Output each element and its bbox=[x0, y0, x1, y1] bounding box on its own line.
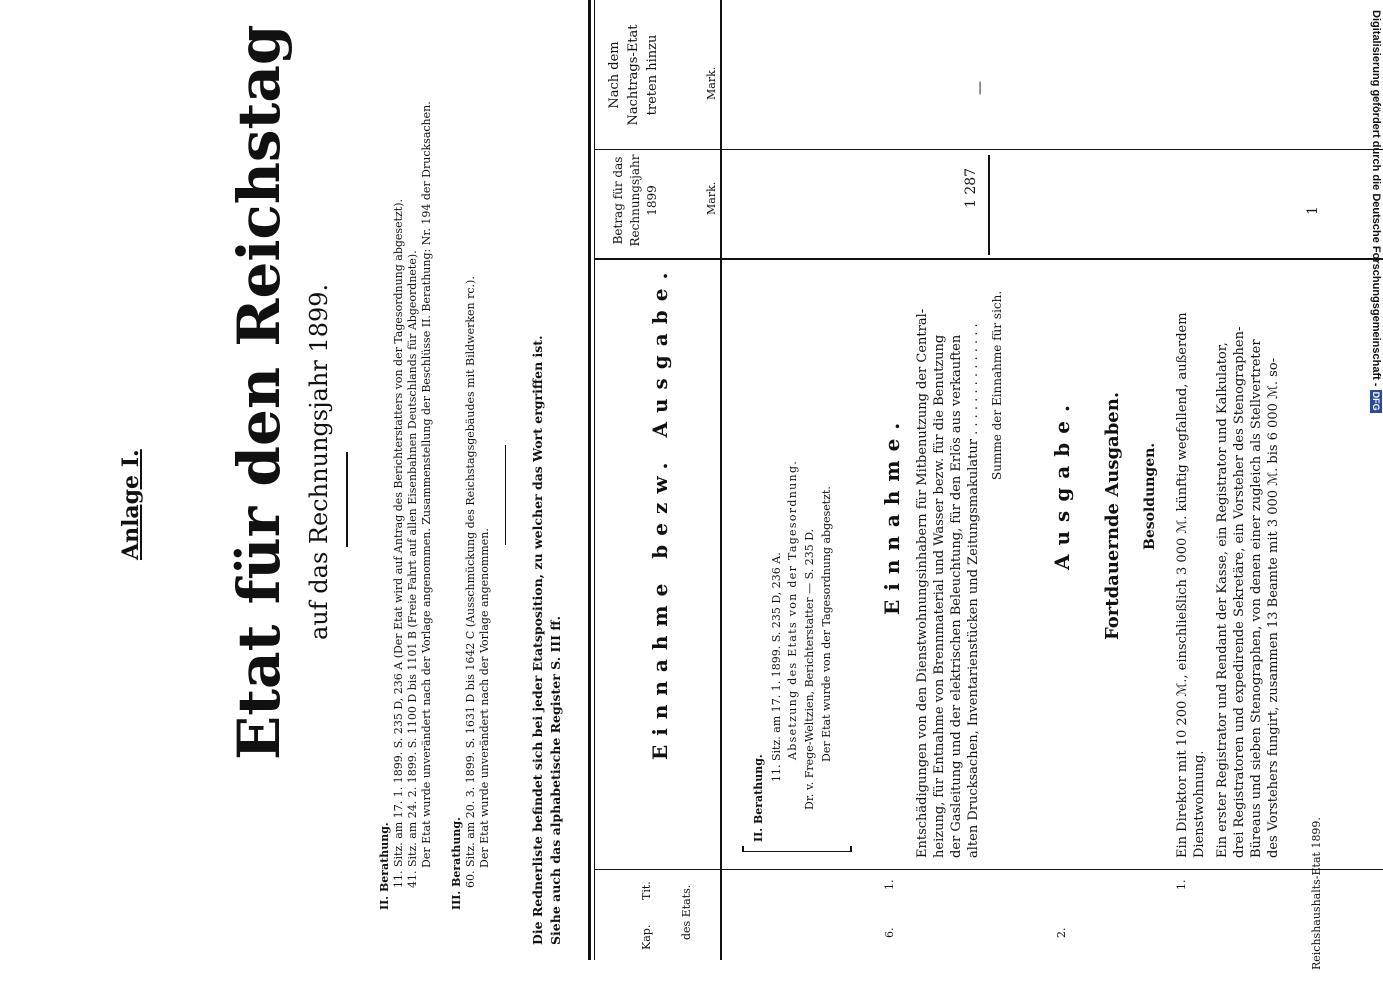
ausgabe-tit: 1. bbox=[1175, 879, 1188, 890]
einnahme-kap: 6. bbox=[883, 927, 896, 938]
note-register: Siehe auch das alphabetische Register S. III ff. bbox=[548, 616, 563, 945]
document-subtitle: auf das Rechnungsjahr 1899. bbox=[305, 283, 333, 640]
beratung-iii-line1: 60. Sitz. am 20. 3. 1899. S. 1631 D bis 1642 C (Ausschmückung des Reichstagsgebäudes mit Bildwerken rc.). bbox=[464, 276, 477, 888]
table-top-rule-2 bbox=[594, 0, 595, 960]
col-rule-kap bbox=[594, 869, 1383, 870]
einnahme-summe: Summe der Einnahme für sich. bbox=[990, 290, 1004, 480]
col-betrag-unit: Mark. bbox=[705, 181, 718, 215]
beratung-iii-line2: Der Etat wurde unverändert nach der Vorlage angenommen. bbox=[478, 528, 491, 868]
einnahme-nachtrag: — bbox=[972, 81, 988, 95]
box-bottom bbox=[850, 846, 852, 852]
col-nachtrag-unit: Mark. bbox=[705, 66, 718, 100]
beratung-iii-label: III. Berathung. bbox=[450, 817, 463, 910]
ausgabe-sub1: Fortdauernde Ausgaben. bbox=[1102, 391, 1123, 640]
einnahme-tit: 1. bbox=[883, 879, 896, 890]
col-tit-header: Tit. bbox=[640, 881, 653, 900]
section-rule bbox=[505, 445, 506, 545]
ausgabe-p1-line1: Ein Direktor mit 10 200 ℳ., einschließlich 3 000 ℳ. künftig wegfallend, außerdem bbox=[1175, 312, 1190, 858]
ausgabe-p2-line2: drei Registratoren und expedirende Sekretäre, ein Vorsteher des Stenographen- bbox=[1232, 326, 1247, 858]
footer-etat: Reichshaushalts-Etat 1899. bbox=[1310, 817, 1323, 970]
dfg-logo: DFG bbox=[1371, 391, 1381, 411]
box-line2: Absetzung des Etats von der Tagesordnung. bbox=[786, 459, 799, 760]
digitization-text: Digitalisierung gefördert durch die Deutsche Forschungsgemeinschaft - bbox=[1370, 10, 1382, 387]
col-kap-header: Kap. bbox=[640, 924, 653, 950]
einnahme-betrag: 1 287 bbox=[963, 167, 979, 208]
digitization-note bbox=[1366, 10, 1382, 990]
beratung-ii-line2: 41. Sitz. am 24. 2. 1899. S. 1100 D bis 1101 B (Freie Fahrt auf allen Eisenbahnen Deutschlands für Abgeordnete). bbox=[406, 250, 419, 888]
einnahme-line1: Entschädigungen von den Dienstwohnungsinhabern für Mitbenutzung der Central- bbox=[915, 308, 930, 858]
col-etats-header: des Etats. bbox=[680, 884, 693, 940]
box-top bbox=[742, 846, 744, 852]
col-nachtrag-header: Nach dem Nachtrags-Etat treten hinzu bbox=[607, 24, 660, 126]
box-line1: 11. Sitz. am 17. 1. 1899. S. 235 D, 236 A. bbox=[770, 552, 783, 782]
col-main-header: Einnahme bezw. Ausgabe. bbox=[648, 263, 672, 760]
ausgabe-p2-line1: Ein erster Registrator und Rendant der Kasse, ein Registrator und Kalkulator, bbox=[1215, 342, 1230, 858]
ausgabe-heading: Ausgabe. bbox=[1050, 396, 1074, 570]
einnahme-line3: der Gasleitung und der elektrischen Beleuchtung, für den Erlös aus verkauften bbox=[949, 334, 964, 858]
betrag-sum-rule bbox=[988, 155, 990, 255]
table-header-rule bbox=[720, 0, 722, 960]
box-label: II. Berathung. bbox=[752, 754, 765, 842]
einnahme-line2: heizung, für Entnahme von Brennmaterial und Wasser bezw. für die Benutzung bbox=[932, 334, 947, 858]
einnahme-line4: alten Drucksachen, Inventarienstücken und Zeitungsmakulatur . . . . . . . . . . . . . . bbox=[966, 323, 981, 858]
note-rednerliste: Die Rednerliste befindet sich bei jeder Etatsposition, zu welcher das Wort ergriffen ist. bbox=[530, 335, 545, 945]
table-top-rule bbox=[588, 0, 591, 960]
beratung-ii-line3: Der Etat wurde unverändert nach der Vorlage angenommen. Zusammenstellung der Beschlüsse II. Berathung: Nr. 194 der Drucksachen. bbox=[420, 101, 433, 868]
ausgabe-sub2: Besoldungen. bbox=[1142, 442, 1158, 550]
beratung-ii-label: II. Berathung. bbox=[378, 822, 391, 910]
einnahme-heading: Einnahme. bbox=[880, 413, 904, 615]
col-rule-betrag bbox=[594, 149, 1383, 150]
beratung-ii-line1: 11. Sitz. am 17. 1. 1899. S. 235 D, 236 A (Der Etat wird auf Antrag des Berichterstatters von der Tagesordnung abgesetzt). bbox=[392, 198, 405, 888]
title-rule bbox=[346, 452, 348, 547]
box-line4: Der Etat wurde von der Tagesordnung abgesetzt. bbox=[820, 486, 833, 762]
document-title: Etat für den Reichstag bbox=[225, 24, 293, 760]
page-number: 1 bbox=[1305, 206, 1321, 215]
ausgabe-p2-line3: Büreaus und sieben Stenographen, von denen einer zugleich als Stellvertreter bbox=[1249, 339, 1264, 858]
col-rule-main bbox=[594, 259, 1383, 261]
ausgabe-kap: 2. bbox=[1055, 927, 1068, 938]
box-line3: Dr. v. Frege-Weltzien, Berichterstatter — S. 235 D. bbox=[803, 528, 816, 810]
anlage-label: Anlage I. bbox=[118, 449, 144, 560]
ausgabe-p2-line4: des Vorstehers fungirt, zusammen 13 Beamte mit 3 000 ℳ. bis 6 000 ℳ. so- bbox=[1266, 357, 1281, 858]
col-betrag-header: Betrag für das Rechnungsjahr 1899 bbox=[611, 154, 659, 247]
beratung-box bbox=[742, 851, 850, 852]
ausgabe-p1-line2: Dienstwohnung. bbox=[1192, 750, 1207, 858]
